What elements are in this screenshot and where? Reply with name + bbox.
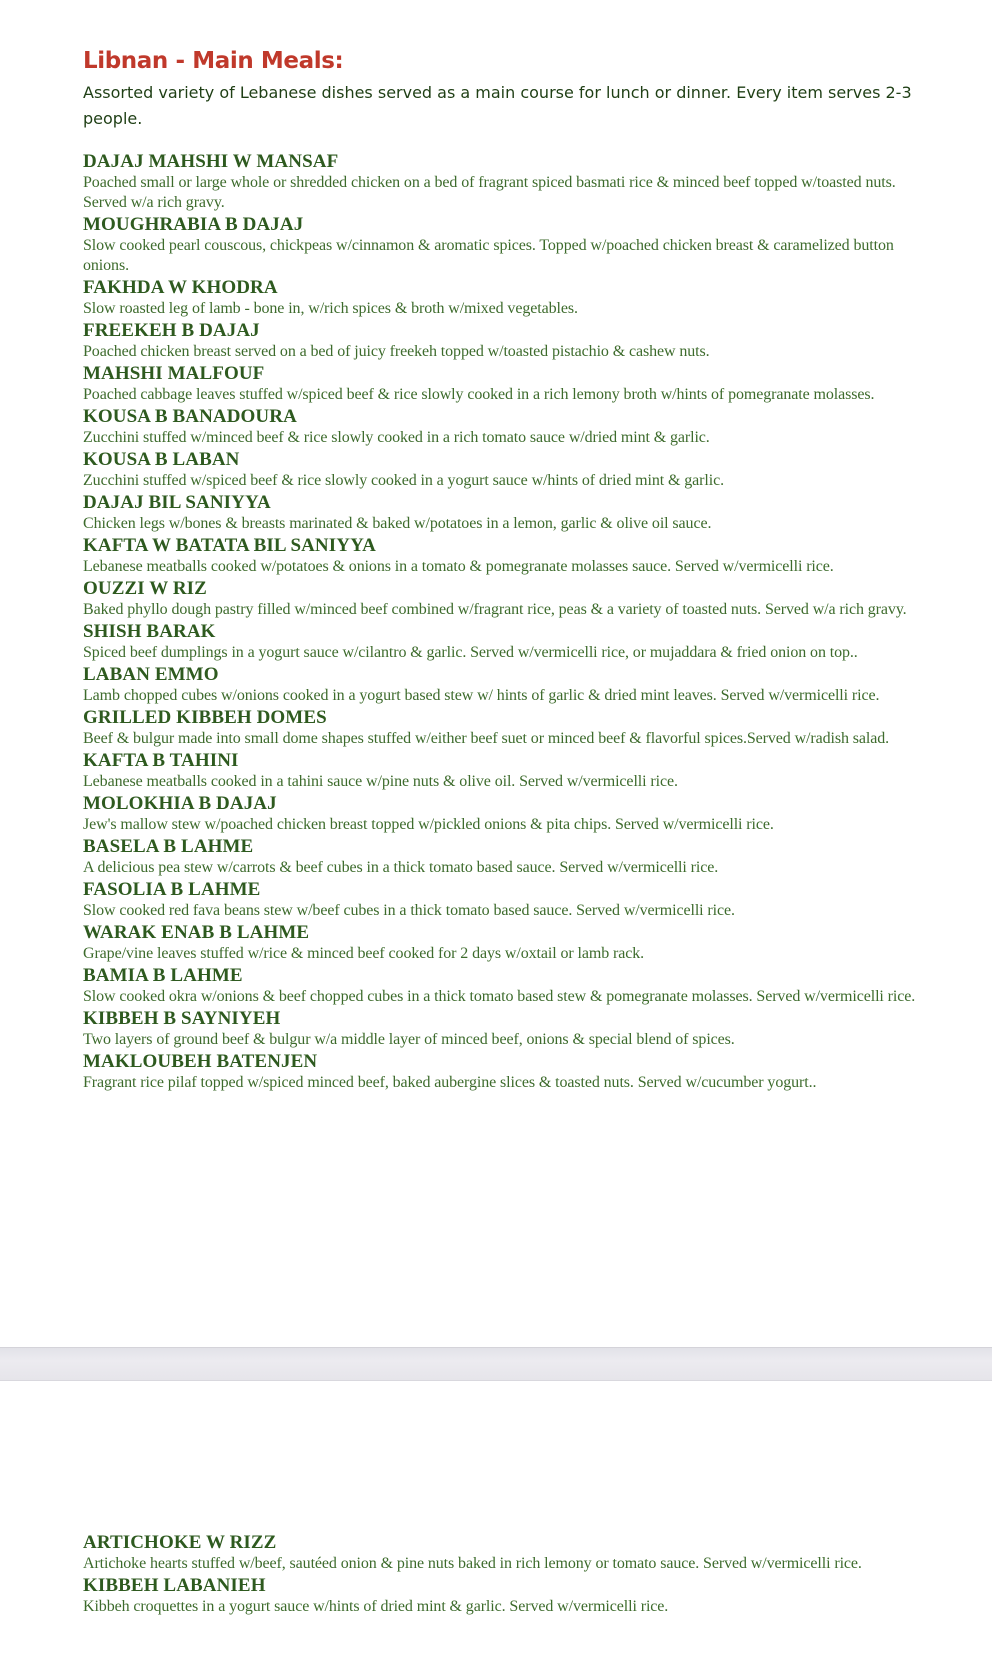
menu-item-name: SHISH BARAK — [83, 621, 216, 642]
page-2-content — [83, 1513, 943, 1618]
menu-item-name: WARAK ENAB B LAHME — [83, 922, 310, 943]
menu-item-description: Slow cooked okra w/onions & beef chopped cubes in a thick tomato based stew & pomegranate molasses. Served w/vermicelli rice. — [83, 988, 916, 1005]
menu-item-name: ARTICHOKE W RIZZ — [83, 1532, 277, 1553]
menu-item — [83, 320, 943, 363]
menu-item — [83, 922, 943, 965]
menu-item-description: Slow cooked red fava beans stew w/beef cubes in a thick tomato based sauce. Served w/vermicelli rice. — [83, 902, 735, 919]
page-title: Libnan - Main Meals: — [83, 48, 344, 74]
menu-item-name: DAJAJ MAHSHI W MANSAF — [83, 151, 339, 172]
menu-item-description: Baked phyllo dough pastry filled w/minced beef combined w/fragrant rice, peas & a variety of toasted nuts. Served w/a rich gravy. — [83, 601, 907, 618]
menu-item — [83, 836, 943, 879]
menu-item-name: MOLOKHIA B DAJAJ — [83, 793, 277, 814]
menu-item-description: Grape/vine leaves stuffed w/rice & minced beef cooked for 2 days w/oxtail or lamb rack. — [83, 945, 645, 962]
menu-item-name: KOUSA B LABAN — [83, 449, 240, 470]
menu-item — [83, 492, 943, 535]
menu-item — [83, 1008, 943, 1051]
menu-item-name: MOUGHRABIA B DAJAJ — [83, 214, 304, 235]
menu-item-description: Lamb chopped cubes w/onions cooked in a yogurt based stew w/ hints of garlic & dried mint leaves. Served w/vermicelli rice. — [83, 687, 880, 704]
menu-item — [83, 1575, 943, 1618]
menu-item — [83, 793, 943, 836]
menu-item — [83, 1532, 943, 1575]
menu-item-name: GRILLED KIBBEH DOMES — [83, 707, 327, 728]
page-1-content — [83, 46, 943, 1094]
menu-item-name: KAFTA W BATATA BIL SANIYYA — [83, 535, 376, 556]
menu-item-name: KIBBEH LABANIEH — [83, 1575, 266, 1596]
menu-item — [83, 707, 943, 750]
menu-item — [83, 578, 943, 621]
menu-list — [83, 151, 943, 1094]
menu-item — [83, 664, 943, 707]
menu-item-description: Two layers of ground beef & bulgur w/a middle layer of minced beef, onions & special blend of spices. — [83, 1031, 735, 1048]
menu-item-description: Zucchini stuffed w/spiced beef & rice slowly cooked in a yogurt sauce w/hints of dried mint & garlic. — [83, 472, 724, 489]
menu-item-description: Poached chicken breast served on a bed of juicy freekeh topped w/toasted pistachio & cashew nuts. — [83, 343, 710, 360]
intro-text: Assorted variety of Lebanese dishes served as a main course for lunch or dinner. Every item serves 2-3 people. — [83, 83, 912, 128]
menu-item-description: Beef & bulgur made into small dome shapes stuffed w/either beef suet or minced beef & flavorful spices.Served w/radish salad. — [83, 730, 890, 747]
menu-item-name: KIBBEH B SAYNIYEH — [83, 1008, 281, 1029]
menu-item-description: Lebanese meatballs cooked w/potatoes & onions in a tomato & pomegranate molasses sauce. Served w/vermicelli rice. — [83, 558, 834, 575]
menu-item — [83, 1051, 943, 1094]
menu-item-description: Artichoke hearts stuffed w/beef, sautéed onion & pine nuts baked in rich lemony or tomato sauce. Served w/vermicelli rice. — [83, 1555, 862, 1572]
menu-item-name: DAJAJ BIL SANIYYA — [83, 492, 271, 513]
menu-item-description: Slow roasted leg of lamb - bone in, w/rich spices & broth w/mixed vegetables. — [83, 300, 578, 317]
page-separator — [0, 1347, 992, 1381]
menu-item-description: Poached small or large whole or shredded chicken on a bed of fragrant spiced basmati rice & minced beef topped w/toasted nuts. Served w/a rich gravy. — [83, 174, 896, 211]
menu-item — [83, 277, 943, 320]
menu-item-name: FASOLIA B LAHME — [83, 879, 261, 900]
menu-item-name: BAMIA B LAHME — [83, 965, 243, 986]
menu-item-description: Poached cabbage leaves stuffed w/spiced beef & rice slowly cooked in a rich lemony broth w/hints of pomegranate molasses. — [83, 386, 875, 403]
menu-item-name: FREEKEH B DAJAJ — [83, 320, 260, 341]
menu-item-name: OUZZI W RIZ — [83, 578, 207, 599]
menu-item — [83, 965, 943, 1008]
menu-item-description: Fragrant rice pilaf topped w/spiced minced beef, baked aubergine slices & toasted nuts. Served w/cucumber yogurt.. — [83, 1074, 817, 1091]
menu-item-name: KAFTA B TAHINI — [83, 750, 239, 771]
menu-item — [83, 214, 943, 277]
menu-item — [83, 535, 943, 578]
menu-item-description: Lebanese meatballs cooked in a tahini sauce w/pine nuts & olive oil. Served w/vermicelli rice. — [83, 773, 678, 790]
menu-item-description: Spiced beef dumplings in a yogurt sauce w/cilantro & garlic. Served w/vermicelli rice, or mujaddara & fried onion on top.. — [83, 644, 858, 661]
menu-item — [83, 449, 943, 492]
menu-item — [83, 151, 943, 214]
menu-item — [83, 363, 943, 406]
menu-item — [83, 621, 943, 664]
menu-item-name: KOUSA B BANADOURA — [83, 406, 297, 427]
menu-item-description: A delicious pea stew w/carrots & beef cubes in a thick tomato based sauce. Served w/vermicelli rice. — [83, 859, 719, 876]
menu-item-description: Zucchini stuffed w/minced beef & rice slowly cooked in a rich tomato sauce w/dried mint & garlic. — [83, 429, 710, 446]
menu-item — [83, 879, 943, 922]
document-page-2 — [0, 1381, 992, 1665]
menu-item-name: LABAN EMMO — [83, 664, 219, 685]
menu-item-description: Chicken legs w/bones & breasts marinated & baked w/potatoes in a lemon, garlic & olive oil sauce. — [83, 515, 712, 532]
menu-item — [83, 750, 943, 793]
menu-item-description: Kibbeh croquettes in a yogurt sauce w/hints of dried mint & garlic. Served w/vermicelli rice. — [83, 1598, 669, 1615]
menu-item-name: MAHSHI MALFOUF — [83, 363, 265, 384]
menu-item — [83, 406, 943, 449]
menu-item-name: FAKHDA W KHODRA — [83, 277, 278, 298]
menu-list-continued — [83, 1532, 943, 1618]
menu-item-description: Slow cooked pearl couscous, chickpeas w/cinnamon & aromatic spices. Topped w/poached chicken breast & caramelized button onions. — [83, 237, 894, 274]
menu-item-name: MAKLOUBEH BATENJEN — [83, 1051, 318, 1072]
menu-item-description: Jew's mallow stew w/poached chicken breast topped w/pickled onions & pita chips. Served w/vermicelli rice. — [83, 816, 774, 833]
menu-item-name: BASELA B LAHME — [83, 836, 254, 857]
